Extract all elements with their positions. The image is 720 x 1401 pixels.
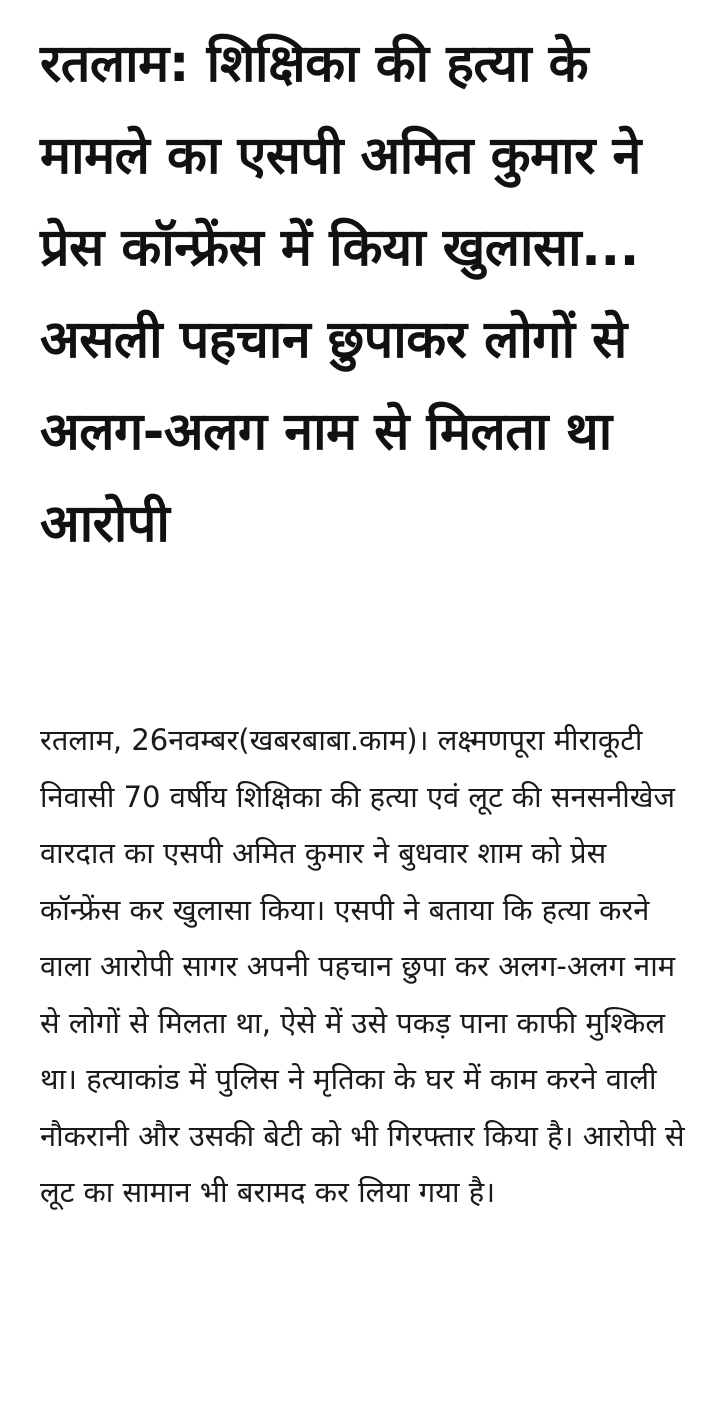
article — [40, 18, 690, 570]
article-body: रतलाम, 26नवम्बर(खबरबाबा.काम)। लक्ष्मणपूरा मीराकूटी निवासी 70 वर्षीय शिक्षिका की हत्या एवं लूट की सनसनीखेज वारदात का एसपी अमित कुमार ने बुधवार शाम को प्रेस कॉन्फ्रेंस कर खुलासा किया। एसपी ने बताया कि हत्या करने वाला आरोपी सागर अपनी पहचान छुपा कर अलग-अलग नाम से लोगों से मिलता था, ऐसे में उसे पकड़ पाना काफी मुश्किल था। हत्याकांड में पुलिस ने मृतिका के घर में काम करने वाली नौकरानी और उसकी बेटी को भी गिरफ्तार किया है। आरोपी से लूट का सामान भी बरामद कर लिया गया है। — [40, 723, 685, 1209]
article-headline: रतलाम: शिक्षिका की हत्या के मामले का एसपी अमित कुमार ने प्रेस कॉन्फ्रेंस में किया खुलासा... असली पहचान छुपाकर लोगों से अलग-अलग नाम से मिलता था आरोपी — [40, 34, 641, 554]
